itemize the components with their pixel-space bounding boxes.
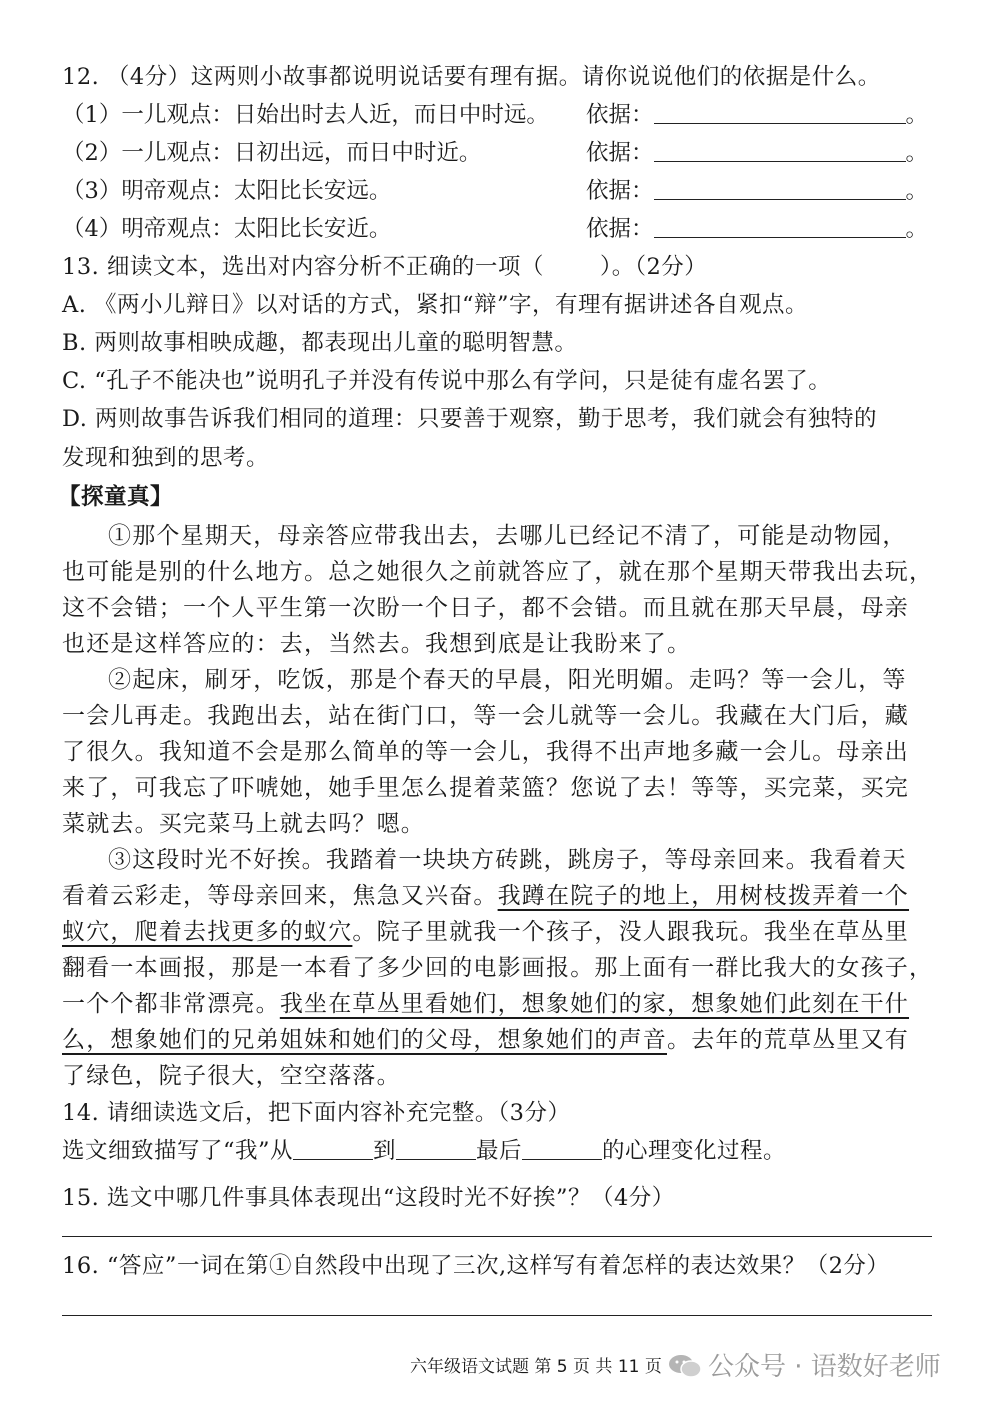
passage-p3-line-2: 看着云彩走，等母亲回来，焦急又兴奋。我蹲在院子的地上，用树枝拨弄着一个 [62,883,910,909]
passage-p1-line-4: 也还是这样答应的：去，当然去。我想到底是让我盼来了。 [62,631,692,657]
q13-title: 13. 细读文本，选出对内容分析不正确的一项（ ）。（2分） [62,254,708,280]
q12-item-4-blank[interactable] [654,217,906,238]
q12-item-3-view: （3）明帝观点：太阳比长安远。 [62,178,392,204]
wechat-icon [668,1354,702,1378]
passage-p3-line-1: ③这段时光不好挨。我踏着一块块方砖跳，跳房子，等母亲回来。我看着天 [108,847,907,873]
q12-item-3-basis: 依据： 。 [586,178,929,204]
q12-item-1-blank[interactable] [654,103,906,124]
q13-option-b[interactable]: B. 两则故事相映成趣，都表现出儿童的聪明智慧。 [62,330,578,356]
q15-title: 15. 选文中哪几件事具体表现出“这段时光不好挨”？（4分） [62,1185,675,1211]
q15-answer-line[interactable] [62,1236,932,1237]
q16-title: 16. “答应”一词在第①自然段中出现了三次,这样写有着怎样的表达效果？（2分） [62,1253,890,1279]
passage-p1-line-3: 这不会错；一个人平生第一次盼一个日子，都不会错。而且就在那天早晨，母亲 [62,595,909,621]
passage-p3-line-3: 蚁穴，爬着去找更多的蚁穴。院子里就我一个孩子，没人跟我玩。我坐在草丛里 [62,919,910,945]
passage-p2-line-2: 一会儿再走。我跑出去，站在街门口，等一会儿就等一会儿。我藏在大门后，藏 [62,703,909,729]
q12-item-2-blank[interactable] [654,141,906,162]
passage-p3-line-7: 了绿色，院子很大，空空落落。 [62,1063,401,1089]
underlined-sentence-2: 我坐在草丛里看她们，想象她们的家，想象她们此刻在干什 [279,991,910,1017]
q14-fill-sentence: 选文细致描写了“我”从 到 最后 的心理变化过程。 [62,1138,787,1164]
underlined-sentence-1: 我蹲在院子的地上，用树枝拨弄着一个 [497,883,910,909]
q12-item-1-basis: 依据： 。 [586,102,929,128]
passage-p3-line-4: 翻看一本画报，那是一本看了多少回的电影画报。那上面有一群比我大的女孩子， [62,955,934,981]
passage-p2-line-1: ②起床，刷牙，吃饭，那是个春天的早晨，阳光明媚。走吗？等一会儿，等 [108,667,907,693]
q14-blank-1[interactable] [293,1139,373,1160]
q16-answer-line[interactable] [62,1315,932,1316]
q12-item-4-basis: 依据： 。 [586,216,929,242]
q13-option-c[interactable]: C. “孔子不能决也”说明孔子并没有传说中那么有学问，只是徒有虚名罢了。 [62,368,832,394]
q12-title: 12. （4分）这两则小故事都说明说话要有理有据。请你说说他们的依据是什么。 [62,64,881,90]
section-title: 【探童真】 [58,484,174,510]
q12-item-4-view: （4）明帝观点：太阳比长安近。 [62,216,392,242]
passage-p1-line-1: ①那个星期天，母亲答应带我出去，去哪儿已经记不清了，可能是动物园， [108,523,907,549]
passage-p3-line-5: 一个个都非常漂亮。我坐在草丛里看她们，想象她们的家，想象她们此刻在干什 [62,991,910,1017]
q14-blank-2[interactable] [396,1139,476,1160]
q13-option-d[interactable]: D. 两则故事告诉我们相同的道理：只要善于观察，勤于思考，我们就会有独特的 [62,406,878,432]
q12-item-1-view: （1）一儿观点：日始出时去人近，而日中时远。 [62,102,549,128]
page-footer: 六年级语文试题 第 5 页 共 11 页 [410,1357,662,1377]
passage-p3-line-6: 么，想象她们的兄弟姐妹和她们的父母，想象她们的声音。去年的荒草丛里又有 [62,1027,909,1053]
passage-p1-line-2: 也可能是别的什么地方。总之她很久之前就答应了，就在那个星期天带我出去玩， [62,559,934,585]
q12-item-3-blank[interactable] [654,179,906,200]
passage-p2-line-3: 了很久。我知道不会是那么简单的等一会儿，我得不出声地多藏一会儿。母亲出 [62,739,909,765]
underlined-sentence-2-cont: 么，想象她们的兄弟姐妹和她们的父母，想象她们的声音 [62,1027,667,1053]
q12-item-2-basis: 依据： 。 [586,140,929,166]
q13-option-a[interactable]: A. 《两小儿辩日》以对话的方式，紧扣“辩”字，有理有据讲述各自观点。 [62,292,809,318]
q14-blank-3[interactable] [522,1139,602,1160]
q12-item-2-view: （2）一儿观点：日初出远，而日中时近。 [62,140,482,166]
q14-title: 14. 请细读选文后，把下面内容补充完整。（3分） [62,1100,571,1126]
passage-p2-line-4: 来了，可我忘了吓唬她，她手里怎么提着菜篮？您说了去！等等，买完菜，买完 [62,775,909,801]
q13-option-d-cont: 发现和独到的思考。 [62,445,270,471]
passage-p2-line-5: 菜就去。买完菜马上就去吗？嗯。 [62,811,425,837]
underlined-sentence-1-cont: 蚁穴，爬着去找更多的蚁穴 [62,919,353,945]
watermark: 公众号 · 语数好老师 [668,1346,941,1383]
